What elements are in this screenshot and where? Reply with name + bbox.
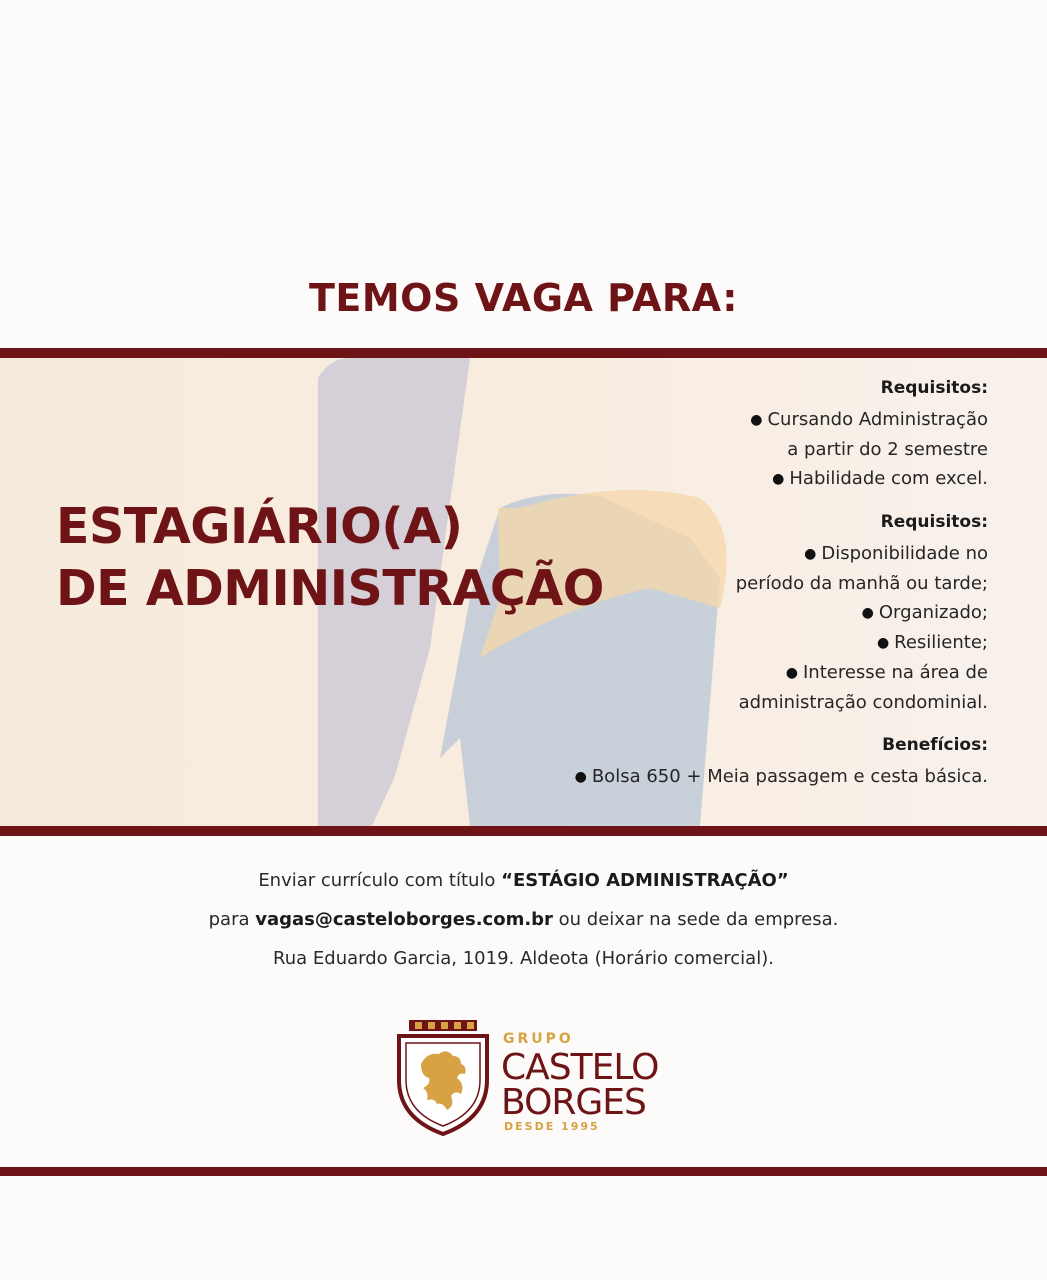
req2-item-4-cont: administração condominial. <box>738 692 988 713</box>
email-link[interactable]: vagas@casteloborges.com.br <box>255 909 553 930</box>
req1-item-1-cont: a partir do 2 semestre <box>787 439 988 460</box>
headline: TEMOS VAGA PARA: <box>308 276 738 320</box>
bullet-icon: ● <box>876 635 890 651</box>
req2-item-3: ● Resiliente; <box>876 632 988 653</box>
bullet-icon: ● <box>574 769 587 785</box>
req2-item-1-cont: período da manhã ou tarde; <box>735 573 988 594</box>
bullet-icon: ● <box>861 605 874 621</box>
brand-grupo: GRUPO <box>503 1031 574 1047</box>
bullet-icon: ● <box>750 412 763 428</box>
brand-castelo: CASTELO <box>501 1047 659 1088</box>
requisitos-title-2: Requisitos: <box>880 512 988 532</box>
contact-line-1: Enviar currículo com título “ESTÁGIO ADMINISTRAÇÃO” <box>258 870 789 891</box>
lion-shield-icon <box>395 1018 491 1136</box>
req2-item-2: ● Organizado; <box>861 602 988 623</box>
req1-item-1: ● Cursando Administração <box>750 409 988 430</box>
bullet-icon: ● <box>804 546 817 562</box>
beneficio-item-1: ● Bolsa 650 + Meia passagem e cesta básica. <box>574 766 988 787</box>
req2-item-1: ● Disponibilidade no <box>804 543 988 564</box>
subject-title: “ESTÁGIO ADMINISTRAÇÃO” <box>501 870 789 891</box>
bottom-band-rule <box>0 826 1047 836</box>
footer-rule <box>0 1167 1047 1176</box>
job-title-line2: DE ADMINISTRAÇÃO <box>56 560 604 617</box>
top-rule <box>0 348 1047 358</box>
address-line: Rua Eduardo Garcia, 1019. Aldeota (Horário comercial). <box>273 948 774 969</box>
brand-desde: DESDE 1995 <box>504 1120 600 1133</box>
brand-borges: BORGES <box>501 1082 646 1123</box>
req1-item-2: ● Habilidade com excel. <box>772 468 988 489</box>
bullet-icon: ● <box>772 471 785 487</box>
beneficios-title: Benefícios: <box>882 735 988 755</box>
req2-item-4: ● Interesse na área de <box>785 662 988 683</box>
contact-line-2: para vagas@casteloborges.com.br ou deixar na sede da empresa. <box>208 909 839 930</box>
job-title-line1: ESTAGIÁRIO(A) <box>56 498 463 555</box>
requirements-column <box>568 377 988 792</box>
requisitos-title-1: Requisitos: <box>880 378 988 398</box>
bullet-icon: ● <box>785 665 798 681</box>
